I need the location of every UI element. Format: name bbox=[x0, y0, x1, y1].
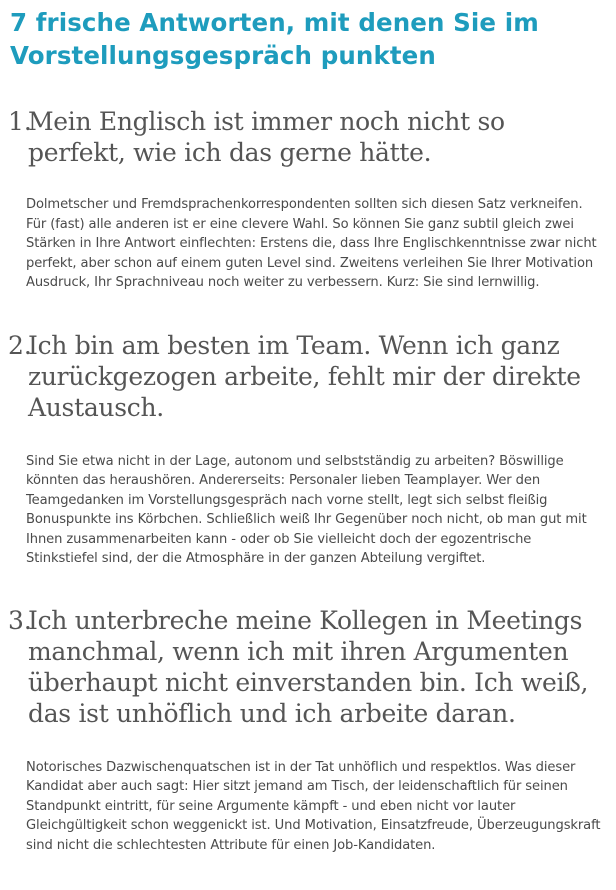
item-heading bbox=[10, 106, 606, 168]
item-heading-text: Mein Englisch ist immer noch nicht so perfekt, wie ich das gerne hätte. bbox=[28, 107, 505, 167]
item-heading bbox=[10, 330, 606, 423]
item-body-text: Sind Sie etwa nicht in der Lage, autonom und selbstständig zu arbeiten? Böswillige könnten das heraushören. Andererseits: Personaler lieben Teamplayer. Wer den Teamgedanken im Vorstellungsgespräch nach vorne stellt, legt sich selbst fleißig Bonuspunkte ins Körbchen. Schließlich weiß Ihr Gegenüber noch nicht, ob man gut mit Ihnen zusammenarbeiten kann - oder ob Sie vielleicht doch der egozentrische Stinkstiefel sind, der die Atmosphäre in der ganzen Abteilung vergiftet. bbox=[26, 453, 587, 566]
item-body-text: Dolmetscher und Fremdsprachenkorrespondenten sollten sich diesen Satz verkneifen. Für (fast) alle anderen ist er eine clevere Wahl. So können Sie ganz subtil gleich zwei Stärken in Ihre Antwort einflechten: Erstens die, dass Ihre Englischkenntnisse zwar nicht perfekt, aber schon auf einem guten Level sind. Zweitens verleihen Sie Ihrer Motivation Ausdruck, Ihr Sprachniveau noch weiter zu verbessern. Kurz: Sie sind lernwillig. bbox=[26, 197, 597, 290]
item-number: 1. bbox=[8, 107, 32, 136]
item-heading-text: Ich bin am besten im Team. Wenn ich ganz zurückgezogen arbeite, fehlt mir der direkte Austausch. bbox=[28, 330, 581, 422]
item-body-text: Notorisches Dazwischenquatschen ist in der Tat unhöflich und respektlos. Was dieser Kandidat aber auch sagt: Hier sitzt jemand am Tisch, der leidenschaftlich für seinen Standpunkt eintritt, für seine Argumente kämpft - und eben nicht vor lauter Gleichgültigkeit schon weggenickt ist. Und Motivation, Einsatzfreude, Überzeugungskraft sind nicht die schlechtesten Attribute für einen Job-Kandidaten. bbox=[26, 759, 601, 853]
article-title: 7 frische Antworten, mit denen Sie im Vorstellungsgespräch punkten bbox=[10, 8, 539, 70]
list-item bbox=[10, 330, 606, 569]
list-item bbox=[10, 605, 606, 856]
item-heading-text: Ich unterbreche meine Kollegen in Meetings manchmal, wenn ich mit ihren Argumenten überhaupt nicht einverstanden bin. Ich weiß, das ist unhöflich und ich arbeite daran. bbox=[28, 605, 589, 728]
item-number: 2. bbox=[8, 330, 32, 360]
item-heading bbox=[10, 605, 606, 729]
item-number: 3. bbox=[8, 605, 32, 635]
list-item bbox=[10, 106, 606, 293]
